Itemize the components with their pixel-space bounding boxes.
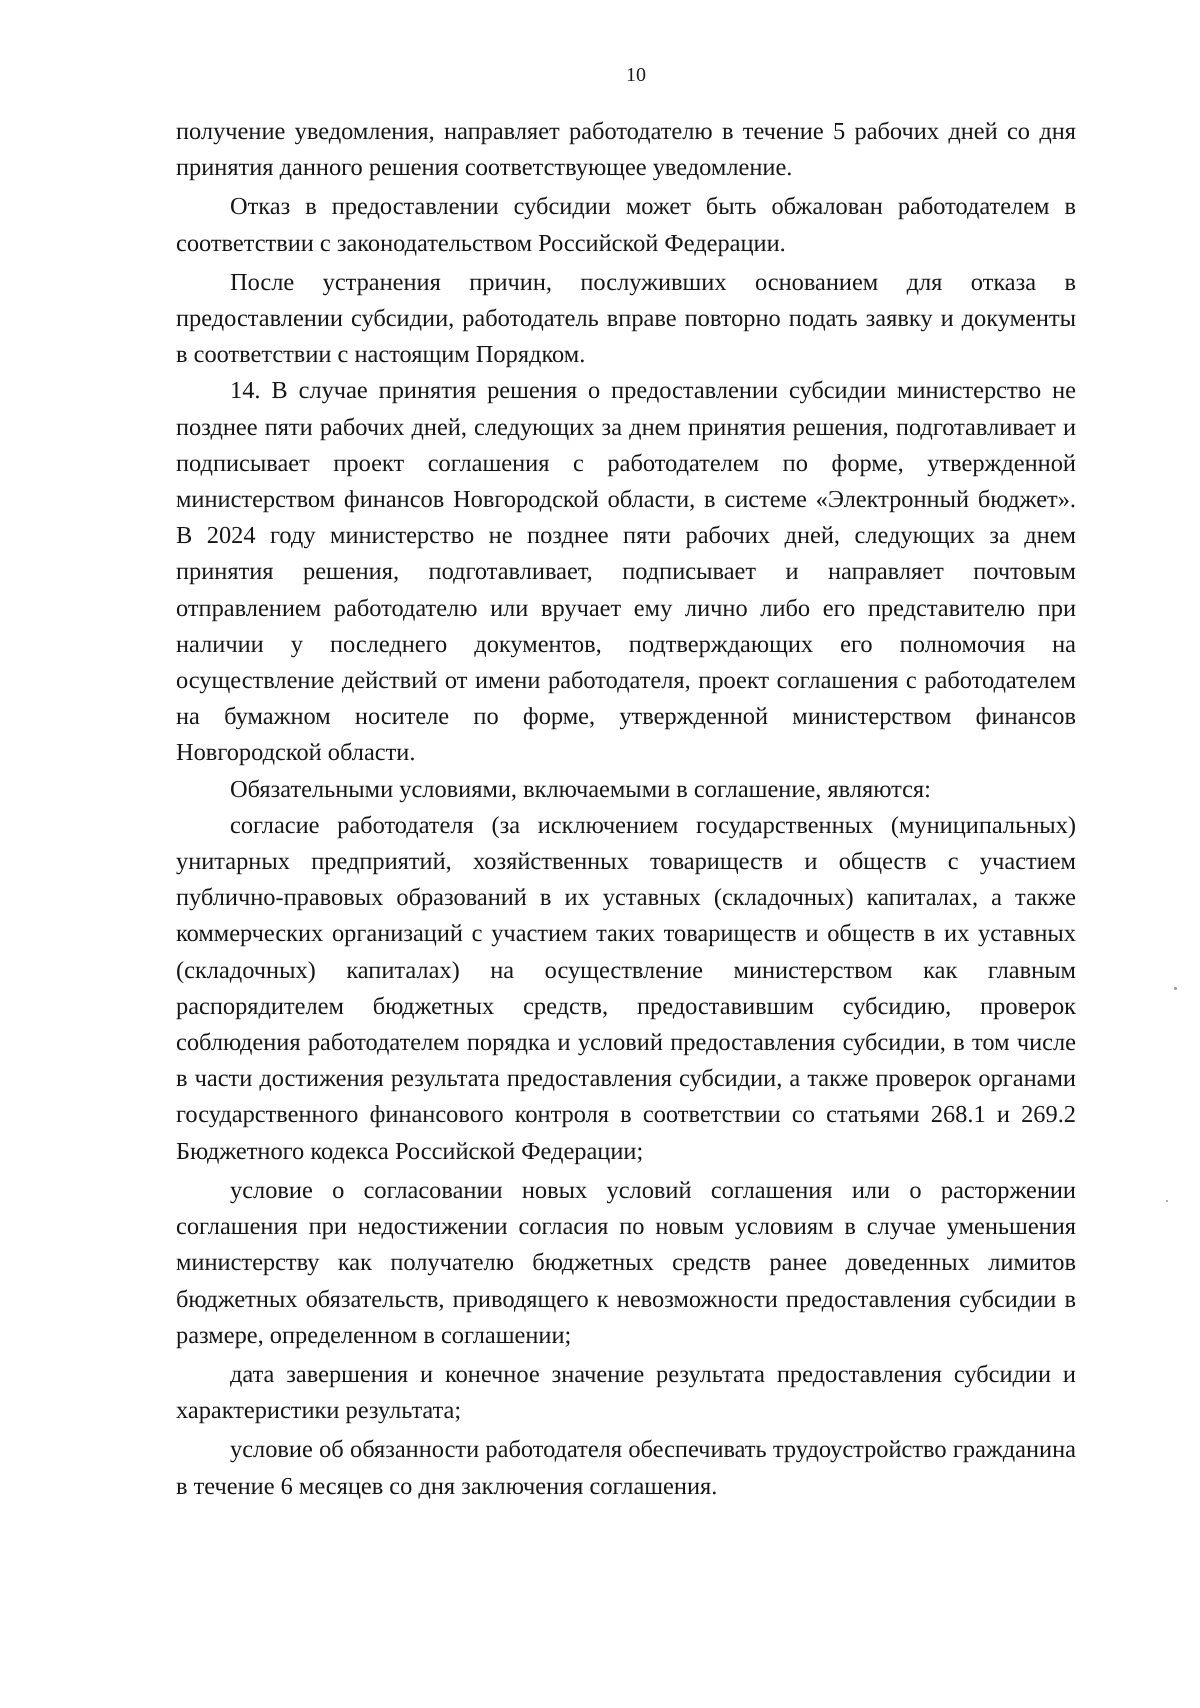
paragraph-5: Обязательными условиями, включаемыми в соглашение, являются: — [230, 775, 931, 803]
paragraph-2: Отказ в предоставлении субсидии может быть обжалован работодателем в соответствии с законодательством Российской Федерации. — [176, 193, 1076, 257]
paragraph-6: согласие работодателя (за исключением государственных (муниципальных) унитарных предприятий, хозяйственных товариществ и обществ с участием публично-правовых образований в их уставных (складочных) капиталах, а также коммерческих организаций с участием таких товариществ и обществ в их уставных (складочных) капиталах) на осуществление министерством как главным распорядителем бюджетных средств, предоставившим субсидию, проверок соблюдения работодателем порядка и условий предоставления субсидии, в том числе в части достижения результата предоставления субсидии, а также проверок органами государственного финансового контроля в соответствии со статьями 268.1 и 269.2 Бюджетного кодекса Российской Федерации; — [176, 811, 1076, 1165]
document-body — [176, 114, 1076, 1505]
scan-speck — [1174, 987, 1177, 990]
paragraph-3: После устранения причин, послуживших основанием для отказа в предоставлении субсидии, работодатель вправе повторно подать заявку и документы в соответствии с настоящим Порядком. — [176, 268, 1076, 369]
paragraph-7: условие о согласовании новых условий соглашения или о расторжении соглашения при недостижении согласия по новым условиям в случае уменьшения министерству как получателю бюджетных средств ранее доведенных лимитов бюджетных обязательств, приводящего к невозможности предоставления субсидии в размере, определенном в соглашении; — [176, 1176, 1076, 1349]
paragraph-9: условие об обязанности работодателя обеспечивать трудоустройство гражданина в течение 6 месяцев со дня заключения соглашения. — [176, 1436, 1076, 1500]
paragraph-8: дата завершения и конечное значение результата предоставления субсидии и характеристики результата; — [176, 1360, 1076, 1425]
page-number: 10 — [626, 64, 646, 86]
paragraph-1: получение уведомления, направляет работодателю в течение 5 рабочих дней со дня принятия данного решения соответствующее уведомление. — [176, 118, 1076, 182]
scan-speck — [1166, 1200, 1168, 1202]
paragraph-4: 14. В случае принятия решения о предоставлении субсидии министерство не позднее пяти рабочих дней, следующих за днем принятия решения, подготавливает и подписывает проект соглашения с работодателем по форме, утвержденной министерством финансов Новгородской области, в системе «Электронный бюджет». В 2024 году министерство не позднее пяти рабочих дней, следующих за днем принятия решения, подготавливает, подписывает и направляет почтовым отправлением работодателю или вручает ему лично либо его представителю при наличии у последнего документов, подтверждающих его полномочия на осуществление действий от имени работодателя, проект соглашения с работодателем на бумажном носителе по форме, утвержденной министерством финансов Новгородской области. — [176, 377, 1076, 767]
